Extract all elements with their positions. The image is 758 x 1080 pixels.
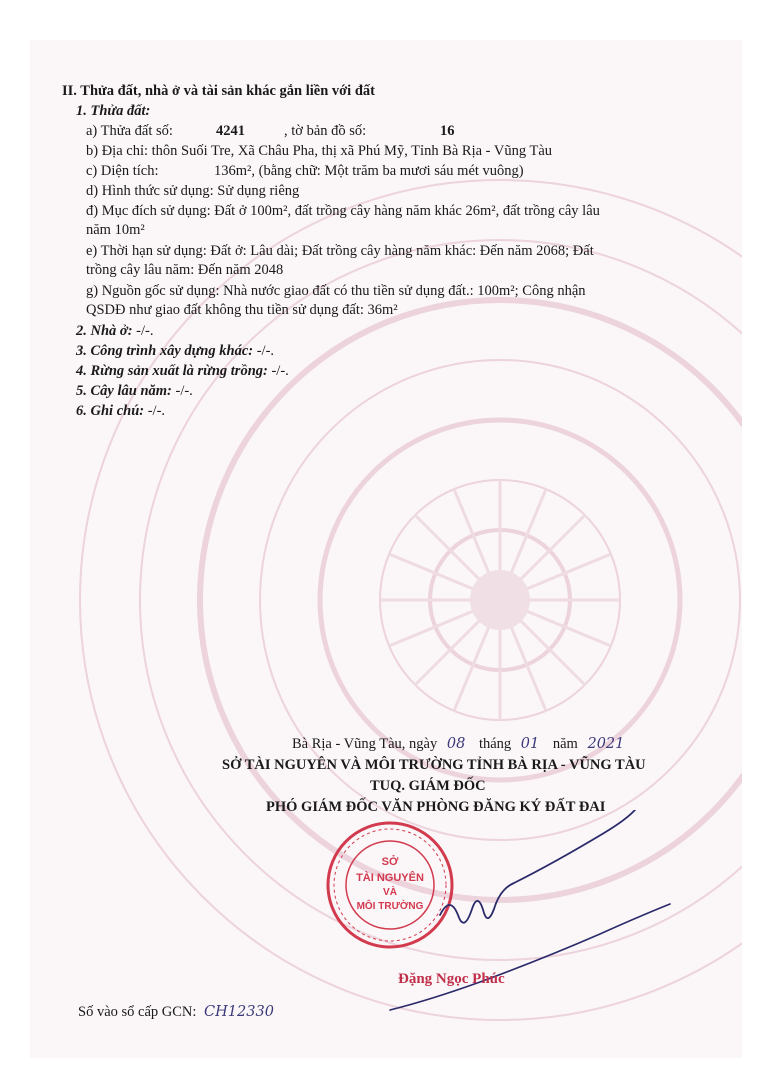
stamp-line-4: MÔI TRƯỜNG — [356, 901, 424, 912]
map-sheet-number: 16 — [440, 123, 455, 139]
section-heading: II. Thửa đất, nhà ở và tài sản khác gắn liền với đất — [62, 83, 375, 99]
signer-position: PHÓ GIÁM ĐỐC VĂN PHÒNG ĐĂNG KÝ ĐẤT ĐAI — [266, 799, 606, 815]
parcel-area-label: c) Diện tích: — [86, 163, 159, 179]
stamp-line-2: TÀI NGUYÊN — [356, 872, 424, 884]
item-planted-forest — [76, 362, 289, 380]
item-other-construction — [76, 342, 274, 360]
signing-date-line — [292, 735, 624, 753]
parcel-number: 4241 — [216, 123, 245, 139]
signing-month: 01 — [520, 736, 540, 752]
item-notes-value: -/-. — [147, 403, 166, 419]
parcel-area-value: 136m², (bằng chữ: Một trăm ba mươi sáu mét vuông) — [214, 163, 524, 179]
stamp-line-1: SỞ — [381, 856, 399, 868]
item-house-label: 2. Nhà ở: — [76, 323, 133, 339]
usage-purpose-line1: đ) Mục đích sử dụng: Đất ở 100m², đất trồng cây hàng năm khác 26m², đất trồng cây lâu — [86, 203, 600, 219]
item-planted-forest-label: 4. Rừng sản xuất là rừng trồng: — [76, 363, 268, 379]
item-notes — [76, 402, 165, 420]
usage-origin-line2: QSDĐ như giao đất không thu tiền sử dụng đất: 36m² — [86, 302, 398, 318]
item-perennial-trees — [76, 382, 193, 400]
usage-form: d) Hình thức sử dụng: Sử dụng riêng — [86, 183, 300, 199]
signing-year-label: năm — [552, 736, 578, 752]
parcel-address: b) Địa chỉ: thôn Suối Tre, Xã Châu Pha, thị xã Phú Mỹ, Tỉnh Bà Rịa - Vũng Tàu — [86, 143, 553, 159]
map-sheet-label: , tờ bản đồ số: — [284, 123, 367, 139]
item-notes-label: 6. Ghi chú: — [76, 403, 145, 419]
signing-day: 08 — [446, 736, 466, 752]
registry-line — [78, 1003, 274, 1021]
issuing-agency: SỞ TÀI NGUYÊN VÀ MÔI TRƯỜNG TỈNH BÀ RỊA - VŨNG TÀU — [222, 757, 646, 773]
item-perennial-trees-value: -/-. — [175, 383, 193, 399]
signing-year: 2021 — [587, 736, 625, 752]
item-other-construction-label: 3. Công trình xây dựng khác: — [76, 343, 254, 359]
signer-name: Đặng Ngọc Phúc — [398, 971, 505, 987]
on-behalf-title: TUQ. GIÁM ĐỐC — [370, 778, 486, 794]
usage-origin-line1: g) Nguồn gốc sử dụng: Nhà nước giao đất có thu tiền sử dụng đất.: 100m²; Công nhận — [86, 283, 586, 299]
signing-place: Bà Rịa - Vũng Tàu, ngày — [292, 736, 438, 752]
item-house-value: -/-. — [136, 323, 154, 339]
usage-purpose-line2: năm 10m² — [86, 222, 145, 238]
registry-label: Số vào sổ cấp GCN: — [78, 1004, 197, 1020]
item-perennial-trees-label: 5. Cây lâu năm: — [76, 383, 172, 399]
parcel-number-label: a) Thửa đất số: — [86, 123, 173, 139]
parcel-heading: 1. Thửa đất: — [76, 103, 151, 119]
handwritten-signature — [330, 810, 710, 1020]
registry-number: CH12330 — [204, 1004, 274, 1020]
certificate-page — [30, 40, 742, 1058]
item-other-construction-value: -/-. — [256, 343, 275, 359]
usage-term-line1: e) Thời hạn sử dụng: Đất ở: Lâu dài; Đất trồng cây hàng năm khác: Đến năm 2068; Đất — [86, 243, 594, 259]
item-house — [76, 322, 153, 340]
usage-term-line2: trồng cây lâu năm: Đến năm 2048 — [86, 262, 284, 278]
item-planted-forest-value: -/-. — [271, 363, 289, 379]
signing-month-label: tháng — [478, 736, 512, 752]
stamp-line-3: VÀ — [383, 887, 397, 898]
